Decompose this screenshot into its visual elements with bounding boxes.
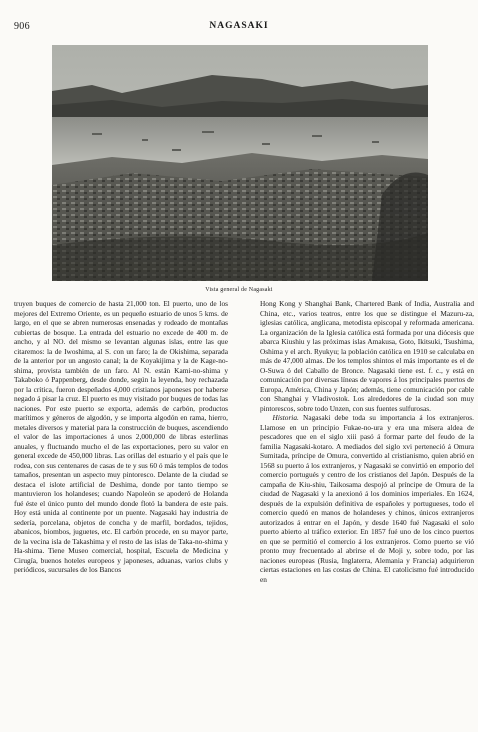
page-number: 906 — [14, 21, 30, 32]
running-head — [14, 21, 464, 33]
section-heading: Historia. — [272, 413, 299, 422]
body-paragraph: Hong Kong y Shanghai Bank, Chartered Bank of India, Australia and China, etc., varios teatros, entre los que se distingue el Mazuru-za, iglesias católica, anglicana, metodista episcopal y reformada americana. La organización de la Iglesia católica está formada por una diócesis que abarca Kiushiu y las próximas islas Amakusa, Goto, Ikitsuki, Tsushima, Oshima y el arch. Ryukyu; la población católica en 1910 se calculaba en más de 47,000 almas. De los templos shintos el más importante es el de O-Suwa ó del Caballo de Bronce. Nagasaki tiene est. f. c., y está en comunicación por diversas líneas de vapores á los principales puertos de Europa, América, China y Japón; además, tiene comunicación por cable con Shanghai y Vladivostok. Los alrededores de la ciudad son muy pintorescos, sobre todo Unzen, con sus fuentes sulfurosas. — [260, 299, 474, 413]
body-paragraph: Nagasaki debe toda su importancia á los extranjeros. Llamose en un principio Fukae-no-ura y era una mísera aldea de pescadores que en el siglo xiii pasó á formar parte del feudo de la familia Nagasaki-kotaro. A mediados del siglo xvi perteneció á Omura Sumitada, príncipe de Omura, convertido al cristianismo, quien abrió en 1568 su puerto á los extranjeros, y Nagasaki se convirtió en emporio del comercio portugués y centro de los cristianos del Japón. Después de la campaña de Kiu-shiu, Taikosama despojó al príncipe de Omura de la ciudad de Nagasaki y la anexionó á los dominios imperiales. En 1624, después de la expulsión definitiva de españoles y portugueses, todo el comercio quedó en manos de holandeses y chinos, únicos extranjeros autorizados á entrar en el Japón, y desde 1640 fué Nagasaki el solo puerto abierto al tráfico exterior. En 1857 fué uno de los cinco puertos en que se permitió el comercio á los extranjeros. Como puerto se vió pronto muy frecuentado al abrirse el de Moji y, sobre todo, por las naciones europeas (Rusia, Inglaterra, Alemania y Francia) adquirieron ciertas estaciones en las costas de China. El catolicismo fué introducido en — [260, 413, 474, 584]
harbor-photo — [52, 45, 428, 281]
history-section — [260, 413, 474, 584]
body-paragraph: truyen buques de comercio de hasta 21,000 ton. El puerto, uno de los mejores del Extremo Oriente, es un pequeño estuario de unos 5 kms. de largo, en el que se abren numerosas ensenadas y rodeado de montañas cubiertas de bosque. La entrada del estuario no excede de 400 m. de ancho, y al NO. del mismo se levantan algunas islas, entre las que citaremos: la de Iwoshima, al S. con un faro; la de Okishima, separada de la anterior por un angosto canal; la de Koyakijima y la de Kage-no-shima, provista también de un faro. Al N. están Kami-no-shima y Takaboko ó Pappenberg, desde donde, según la leyenda, hoy rechazada por la crítica, fueron despeñados 4,000 cristianos japoneses por haberse negado á pisar la cruz. El puerto es muy visitado por buques de todas las naciones. Por este puerto se exporta, además de carbón, productos marítimos y géneros de algodón, y se importa algodón en rama, hierro, metales diversos y material para la construcción de buques, ascendiendo el valor de las importaciones á unos 2,000,000 de libras esterlinas anuales, y fluctuando mucho el de las exportaciones, pero su valor en general excede de 450,000 libras. Las orillas del estuario y el país que le rodea, con sus centenares de casas de te y sus 60 ó más templos de todos tamaños, presentan un aspecto muy pintoresco. Delante de la ciudad se destaca el islote artificial de Deshima, donde por tanto tiempo se mantuvieron los holandeses; cuando Napoleón se apoderó de Holanda fué éste el único punto del mundo donde flotó la bandera de este país. Hoy está unida al continente por un puente. Nagasaki hay industria de sedería, porcelana, objetos de concha y de marfil, bordados, tejidos, abanicos, biombos, juguetes, etc. El carbón procede, en su mayor parte, de la vecina isla de Takashima y el resto de las islas de Taka-no-shima y Ha-shima. Tiene Museo comercial, hospital, Escuela de Medicina y Cirugía, buenos hoteles europeos y japoneses, aduanas, varios clubs y periódicos, sucursales de los Bancos — [14, 299, 228, 574]
text-column-right — [260, 299, 474, 709]
figure-caption: Vista general de Nagasaki — [205, 287, 273, 293]
running-title: NAGASAKI — [209, 21, 269, 31]
text-column-left — [14, 299, 228, 709]
